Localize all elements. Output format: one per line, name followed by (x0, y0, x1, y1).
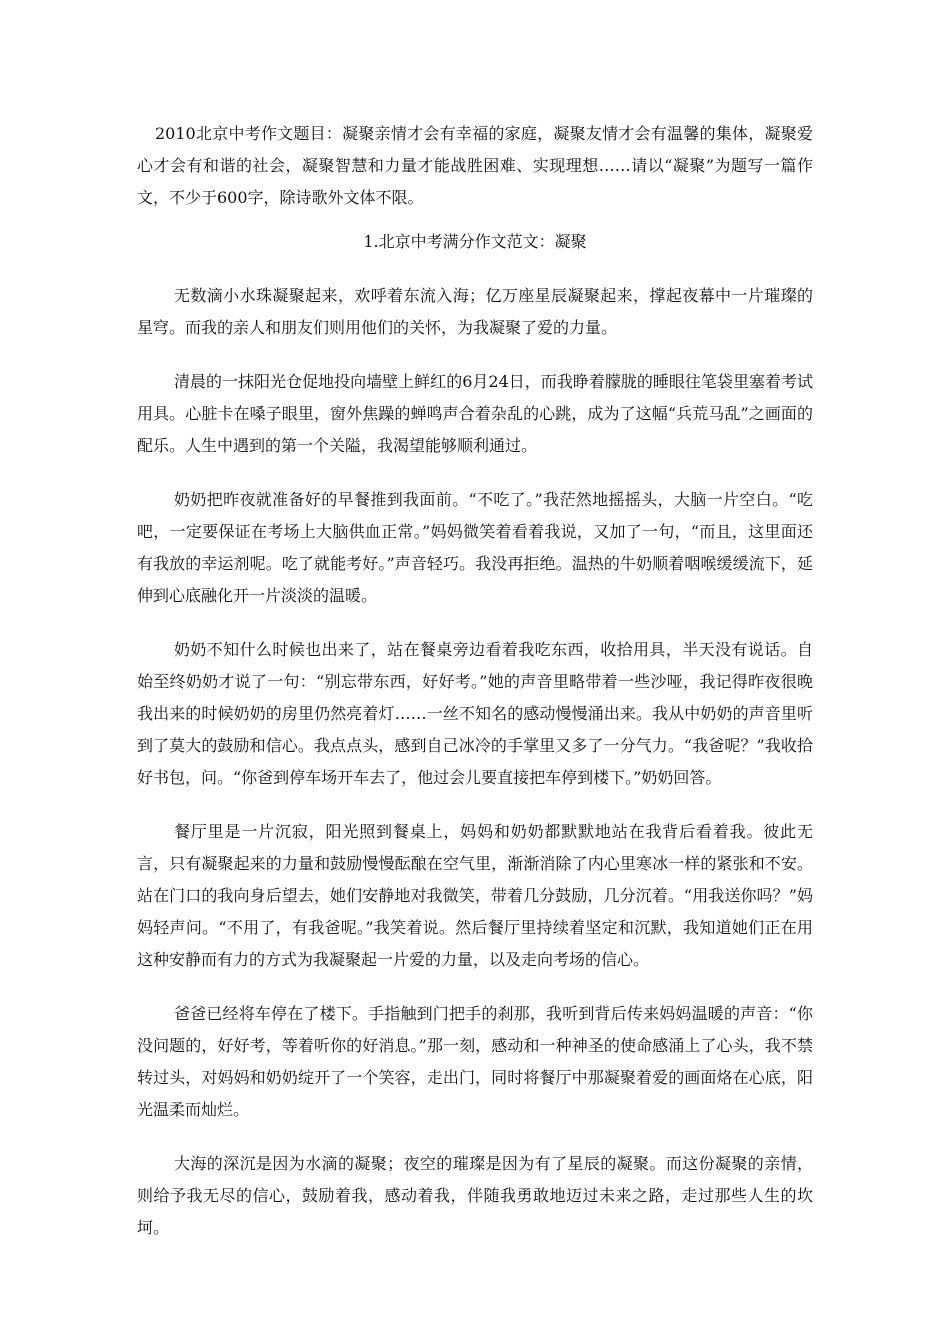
essay-paragraph-6: 爸爸已经将车停在了楼下。手指触到门把手的刹那，我听到背后传来妈妈温暖的声音：“你没问题的，好好考，等着听你的好消息。”那一刻，感动和一种神圣的使命感涌上了心头，我不禁转过头，对妈妈和奶奶绽开了一个笑容，走出门，同时将餐厅中那凝聚着爱的画面烙在心底，阳光温柔而灿烂。 (137, 1004, 813, 1119)
essay-paragraph-1: 无数滴小水珠凝聚起来，欢呼着东流入海；亿万座星辰凝聚起来，撑起夜幕中一片璀璨的星穹。而我的亲人和朋友们则用他们的关怀，为我凝聚了爱的力量。 (137, 286, 813, 337)
essay-paragraph-7: 大海的深沉是因为水滴的凝聚；夜空的璀璨是因为有了星辰的凝聚。而这份凝聚的亲情，则给予我无尽的信心，鼓励着我，感动着我，伴随我勇敢地迈过未来之路，走过那些人生的坎坷。 (137, 1154, 813, 1237)
essay-paragraph-4: 奶奶不知什么时候也出来了，站在餐桌旁边看着我吃东西，收拾用具，半天没有说话。自始至终奶奶才说了一句：“别忘带东西，好好考。”她的声音里略带着一些沙哑，我记得昨夜很晚我出来的时候奶奶的房里仍然亮着灯……一丝不知名的感动慢慢涌出来。我从中奶奶的声音里听到了莫大的鼓励和信心。我点点头，感到自己冰冷的手掌里又多了一分气力。“我爸呢？”我收拾好书包，问。“你爸到停车场开车去了，他过会儿要直接把车停到楼下。”奶奶回答。 (137, 640, 813, 787)
exam-prompt-paragraph: 2010北京中考作文题目：凝聚亲情才会有幸福的家庭，凝聚友情才会有温馨的集体，凝聚爱心才会有和谐的社会，凝聚智慧和力量才能战胜困难、实现理想……请以“凝聚”为题写一篇作 文，不少于600字，除诗歌外文体不限。 (137, 124, 813, 207)
essay-paragraph-3: 奶奶把昨夜就准备好的早餐推到我面前。“不吃了。”我茫然地摇摇头，大脑一片空白。“吃吧，一定要保证在考场上大脑供血正常。”妈妈微笑着看着我说，又加了一句，“而且，这里面还有我放的幸运剂呢。吃了就能考好。”声音轻巧。我没再拒绝。温热的牛奶顺着咽喉缓缓流下，延伸到心底融化开一片淡淡的温暖。 (137, 490, 813, 605)
essay-title: 1.北京中考满分作文范文：凝聚 (363, 232, 587, 251)
essay-paragraph-5: 餐厅里是一片沉寂，阳光照到餐桌上，妈妈和奶奶都默默地站在我背后看着我。彼此无言，只有凝聚起来的力量和鼓励慢慢酝酿在空气里，渐渐消除了内心里寒冰一样的紧张和不安。站在门口的我向身后望去，她们安静地对我微笑，带着几分鼓励，几分沉着。“用我送你吗？”妈妈轻声问。“不用了，有我爸呢。”我笑着说。然后餐厅里持续着坚定和沉默，我知道她们正在用这种安静而有力的方式为我凝聚起一片爱的力量，以及走向考场的信心。 (137, 822, 813, 969)
essay-paragraph-2: 清晨的一抹阳光仓促地投向墙壁上鲜红的6月24日，而我睁着朦胧的睡眼往笔袋里塞着考试用具。心脏卡在嗓子眼里，窗外焦躁的蝉鸣声合着杂乱的心跳，成为了这幅“兵荒马乱”之画面的配乐。人生中遇到的第一个关隘，我渴望能够顺利通过。 (137, 372, 813, 455)
document-page (137, 118, 813, 1244)
